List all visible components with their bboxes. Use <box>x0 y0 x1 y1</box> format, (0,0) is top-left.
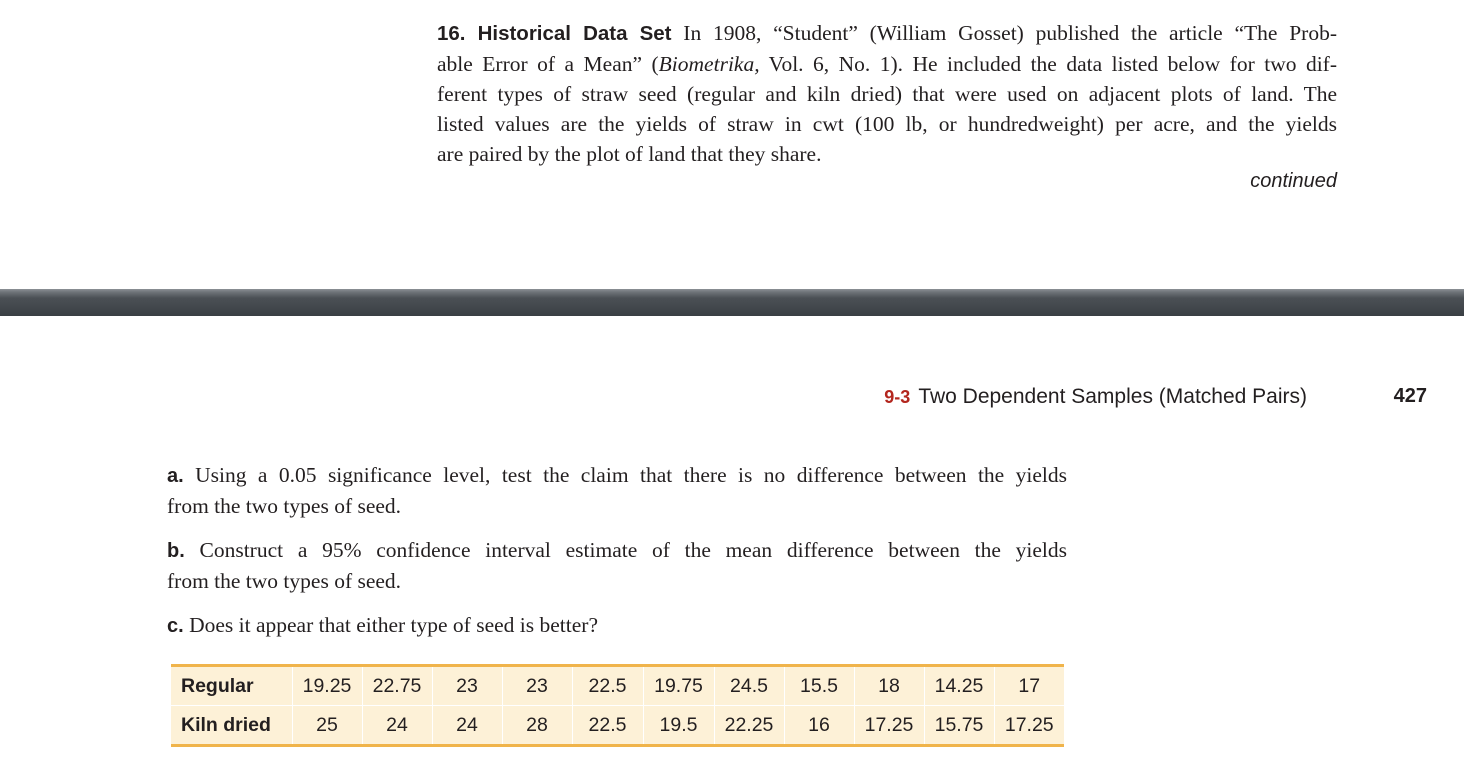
table-cell: 22.5 <box>572 706 643 746</box>
question-letter: a. <box>167 465 184 487</box>
table-cell: 24.5 <box>714 666 784 706</box>
page-number: 427 <box>1393 385 1427 407</box>
continued-label: continued <box>1250 170 1337 192</box>
running-head <box>884 385 1307 409</box>
question-b: b. Construct a 95% confidence interval estimate of the mean difference between the yields from the two types of seed. <box>167 538 1067 593</box>
table-cell: 24 <box>432 706 502 746</box>
question-letter: c. <box>167 615 184 637</box>
exercise-16-text <box>437 18 1337 169</box>
table-cell: 22.5 <box>572 666 643 706</box>
table-row-kiln-dried <box>171 706 1064 746</box>
exercise-line: listed values are the yields of straw in cwt (100 lb, or hundredweight) per acre, and the yields <box>437 112 1337 136</box>
question-letter: b. <box>167 540 185 562</box>
table-cell: 14.25 <box>924 666 994 706</box>
exercise-line: ferent types of straw seed (regular and kiln dried) that were used on adjacent plots of land. The <box>437 82 1337 106</box>
table-cell: 17.25 <box>854 706 924 746</box>
table-cell: 25 <box>292 706 362 746</box>
table-cell: 28 <box>502 706 572 746</box>
journal-title: Biometrika, <box>658 52 760 76</box>
table-cell: 23 <box>432 666 502 706</box>
exercise-line: are paired by the plot of land that they share. <box>437 142 822 166</box>
question-a: a. Using a 0.05 significance level, test the claim that there is no difference between the yields from the two types of seed. <box>167 463 1067 518</box>
section-number: 9-3 <box>884 387 911 407</box>
question-c: c. Does it appear that either type of seed is better? <box>167 613 598 637</box>
table-cell: 19.75 <box>643 666 714 706</box>
table-cell: 22.25 <box>714 706 784 746</box>
table-cell: 22.75 <box>362 666 432 706</box>
row-label: Regular <box>171 666 292 706</box>
table-cell: 15.5 <box>784 666 854 706</box>
table-cell: 23 <box>502 666 572 706</box>
table-cell: 17.25 <box>994 706 1064 746</box>
row-label: Kiln dried <box>181 713 271 736</box>
table-row-regular <box>171 666 1064 706</box>
table-cell: 19.25 <box>292 666 362 706</box>
table-cell: 18 <box>854 666 924 706</box>
exercise-heading: 16. Historical Data Set <box>437 22 672 45</box>
table-cell: 19.5 <box>643 706 714 746</box>
table-cell: 16 <box>784 706 854 746</box>
yield-data-table <box>171 664 1064 747</box>
exercise-line: able Error of a Mean” (Biometrika, Vol. 6, No. 1). He included the data listed below for two dif- <box>437 52 1337 76</box>
section-title: Two Dependent Samples (Matched Pairs) <box>918 385 1307 408</box>
table-cell: 17 <box>994 666 1064 706</box>
table-cell: 24 <box>362 706 432 746</box>
page-break-bar <box>0 289 1464 316</box>
exercise-line: 16. Historical Data Set In 1908, “Student” (William Gosset) published the article “The Prob- <box>437 21 1337 45</box>
table-cell: 15.75 <box>924 706 994 746</box>
